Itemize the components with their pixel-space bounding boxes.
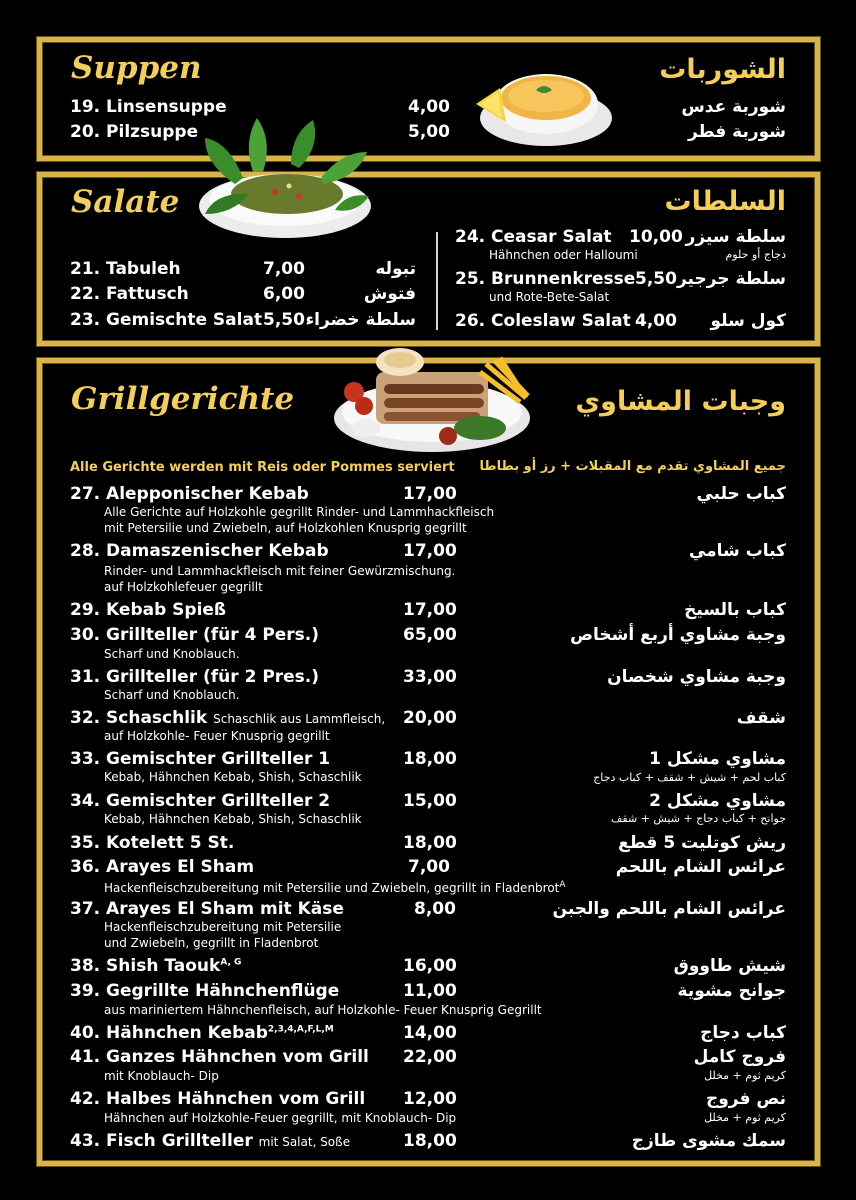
menu-item-name: 27. Alepponischer Kebab xyxy=(70,484,309,504)
menu-item-ar: شوربة عدس xyxy=(681,97,786,117)
menu-item-desc: auf Holzkohlefeuer gegrillt xyxy=(104,580,263,594)
menu-item-name: 42. Halbes Hähnchen vom Grill xyxy=(70,1089,366,1109)
menu-item-ar: شوربة فطر xyxy=(687,122,786,142)
menu-item-price: 18,00 xyxy=(403,1131,457,1151)
menu-item-ar: مشاوي مشكل 1 xyxy=(649,749,786,769)
menu-item-ar: سلطة جرجير xyxy=(676,269,786,289)
menu-item-price: 33,00 xyxy=(403,667,457,687)
menu-item-desc: mit Knoblauch- Dip xyxy=(104,1069,219,1083)
menu-item-price: 7,00 xyxy=(408,857,450,877)
menu-item-name: 22. Fattusch xyxy=(70,284,189,304)
menu-item-desc: Scharf und Knoblauch. xyxy=(104,647,240,661)
menu-item-ar: سمك مشوى طازج xyxy=(631,1131,786,1151)
menu-item-desc: Scharf und Knoblauch. xyxy=(104,688,240,702)
menu-item-price: 20,00 xyxy=(403,708,457,728)
menu-item-price: 11,00 xyxy=(403,981,457,1001)
menu-item-ar: كباب حلبي xyxy=(696,484,786,504)
menu-item-ar-sub: دجاج أو حلوم xyxy=(725,248,786,261)
menu-item-name: 30. Grillteller (für 4 Pers.) xyxy=(70,625,320,645)
menu-item-ar: شقف xyxy=(736,708,786,728)
menu-item-price: 22,00 xyxy=(403,1047,457,1067)
menu-item-name xyxy=(70,1131,350,1151)
suppen-title: Suppen xyxy=(71,50,202,86)
menu-item-name: 31. Grillteller (für 2 Pres.) xyxy=(70,667,320,687)
menu-item-desc: auf Holzkohle- Feuer Knusprig gegrillt xyxy=(104,729,330,743)
menu-item-price: 18,00 xyxy=(403,749,457,769)
salate-title: Salate xyxy=(71,184,180,220)
menu-item-ar: تبوله xyxy=(375,259,416,279)
menu-item-name: 20. Pilzsuppe xyxy=(70,122,199,142)
salate-title-ar: السلطات xyxy=(664,186,786,217)
menu-item-price: 5,50 xyxy=(635,269,677,289)
menu-item-desc: Hackenfleischzubereitung mit Petersilie xyxy=(104,920,342,934)
allergen-sup: A xyxy=(559,880,566,890)
menu-item-ar: كباب شامي xyxy=(688,541,786,561)
menu-item-name: 34. Gemischter Grillteller 2 xyxy=(70,791,331,811)
menu-item-name: 23. Gemischte Salat xyxy=(70,310,263,330)
menu-item-price: 17,00 xyxy=(403,484,457,504)
grill-platter-image xyxy=(330,332,534,456)
suppen-title-ar: الشوربات xyxy=(659,54,786,85)
menu-item-price: 10,00 xyxy=(629,227,683,247)
menu-item-ar-sub: كريم ثوم + مخلل xyxy=(704,1111,786,1124)
menu-item-title: 32. Schaschlik xyxy=(70,708,208,728)
menu-item-desc-text: Hackenfleischzubereitung mit Petersilie und Zwiebeln, gegrillt in Fladenbrot xyxy=(104,881,560,895)
menu-item-ar: عرائس الشام باللحم xyxy=(615,857,786,877)
grill-note: Alle Gerichte werden mit Reis oder Pommes serviert xyxy=(70,460,455,475)
menu-item-ar: وجبة مشاوي شخصان xyxy=(607,667,786,687)
menu-item-ar: نص فروج xyxy=(705,1089,786,1109)
menu-item-price: 17,00 xyxy=(403,541,457,561)
menu-item-ar: وجبة مشاوي أربع أشخاص xyxy=(570,625,786,645)
menu-item-desc: Alle Gerichte auf Holzkohle gegrillt Rinder- und Lammhackfleisch xyxy=(104,505,495,519)
soup-bowl-image xyxy=(468,66,616,152)
menu-item-price: 8,00 xyxy=(414,899,456,919)
menu-item-title: 43. Fisch Grillteller xyxy=(70,1131,253,1151)
menu-item-desc: aus mariniertem Hähnchenfleisch, auf Holzkohle- Feuer Knusprig Gegrillt xyxy=(104,1003,542,1017)
menu-item-ar-sub: كباب لحم + شيش + شقف + كباب دجاج xyxy=(593,771,786,784)
menu-item-title: 40. Hähnchen Kebab xyxy=(70,1023,268,1043)
menu-item-name: 33. Gemischter Grillteller 1 xyxy=(70,749,331,769)
grill-title: Grillgerichte xyxy=(71,381,295,417)
menu-item-name: 24. Ceasar Salat xyxy=(455,227,612,247)
menu-item-desc: Hähnchen auf Holzkohle-Feuer gegrillt, mit Knoblauch- Dip xyxy=(104,1111,457,1125)
menu-item-price: 18,00 xyxy=(403,833,457,853)
menu-item-name: 25. Brunnenkresse xyxy=(455,269,636,289)
menu-item-ar: سلطة خضراء xyxy=(305,310,416,330)
allergen-sup: A, G xyxy=(220,957,242,968)
menu-item-price: 12,00 xyxy=(403,1089,457,1109)
menu-item-inline-desc: mit Salat, Soße xyxy=(258,1135,351,1149)
menu-item-desc: und Rote-Bete-Salat xyxy=(489,290,610,304)
salate-divider xyxy=(436,232,438,330)
menu-item-ar: شيش طاووق xyxy=(673,956,786,976)
menu-item-ar: سلطة سيزر xyxy=(685,227,786,247)
grill-title-ar: وجبات المشاوي xyxy=(575,386,786,417)
menu-item-ar: كول سلو xyxy=(710,311,786,331)
menu-item-ar: ريش كوتليت 5 قطع xyxy=(618,833,786,853)
menu-item-ar-sub: جوانح + كباب دجاج + شيش + شقف xyxy=(611,812,786,825)
menu-item-desc: Kebab, Hähnchen Kebab, Shish, Schaschlik xyxy=(104,812,362,826)
menu-item-ar-sub: كريم ثوم + مخلل xyxy=(704,1069,786,1082)
menu-item-name: 37. Arayes El Sham mit Käse xyxy=(70,899,344,919)
menu-item-name: 26. Coleslaw Salat xyxy=(455,311,631,331)
menu-item-name: 21. Tabuleh xyxy=(70,259,181,279)
menu-item-price: 14,00 xyxy=(403,1023,457,1043)
menu-item-name: 35. Kotelett 5 St. xyxy=(70,833,235,853)
grill-note-ar: جميع المشاوي تقدم مع المقبلات + رز أو بطاطا xyxy=(479,459,786,474)
menu-item-ar: فروج كامل xyxy=(693,1047,786,1067)
menu-item-price: 4,00 xyxy=(635,311,677,331)
menu-item-desc: und Zwiebeln, gegrillt in Fladenbrot xyxy=(104,936,319,950)
menu-item-ar: عرائس الشام باللحم والجبن xyxy=(552,899,786,919)
menu-item-price: 5,50 xyxy=(263,310,305,330)
menu-item-name: 28. Damaszenischer Kebab xyxy=(70,541,329,561)
menu-item-ar: فتوش xyxy=(363,284,416,304)
menu-item-name xyxy=(70,956,241,976)
menu-item-ar: جوانح مشوية xyxy=(677,981,786,1001)
menu-item-price: 16,00 xyxy=(403,956,457,976)
menu-item-price: 4,00 xyxy=(408,97,450,117)
menu-item-price: 65,00 xyxy=(403,625,457,645)
menu-item-price: 5,00 xyxy=(408,122,450,142)
tabbouleh-plate-image xyxy=(195,114,375,246)
menu-item-desc: Hähnchen oder Halloumi xyxy=(489,248,638,262)
menu-item-desc xyxy=(104,877,566,896)
menu-item-price: 15,00 xyxy=(403,791,457,811)
menu-item-name: 29. Kebab Spieß xyxy=(70,600,227,620)
menu-item-ar: كباب دجاج xyxy=(700,1023,786,1043)
menu-item-title: 38. Shish Taouk xyxy=(70,956,221,976)
menu-item-name: 41. Ganzes Hähnchen vom Grill xyxy=(70,1047,369,1067)
menu-item-name xyxy=(70,708,385,728)
menu-item-price: 17,00 xyxy=(403,600,457,620)
menu-item-ar: كباب بالسيخ xyxy=(684,600,786,620)
menu-item-desc: Rinder- und Lammhackfleisch mit feiner Gewürzmischung. xyxy=(104,564,456,578)
menu-item-desc: mit Petersilie und Zwiebeln, auf Holzkohlen Knusprig gegrillt xyxy=(104,521,467,535)
allergen-sup: 2,3,4,A,F,L,M xyxy=(267,1024,334,1035)
menu-item-price: 7,00 xyxy=(263,259,305,279)
menu-item-name: 19. Linsensuppe xyxy=(70,97,227,117)
menu-item-name xyxy=(70,1023,334,1043)
menu-item-name: 39. Gegrillte Hähnchenflüge xyxy=(70,981,340,1001)
menu-item-name: 36. Arayes El Sham xyxy=(70,857,255,877)
menu-item-price: 6,00 xyxy=(263,284,305,304)
menu-item-inline-desc: Schaschlik aus Lammfleisch, xyxy=(213,712,386,726)
menu-item-desc: Kebab, Hähnchen Kebab, Shish, Schaschlik xyxy=(104,770,362,784)
menu-item-ar: مشاوي مشكل 2 xyxy=(649,791,786,811)
